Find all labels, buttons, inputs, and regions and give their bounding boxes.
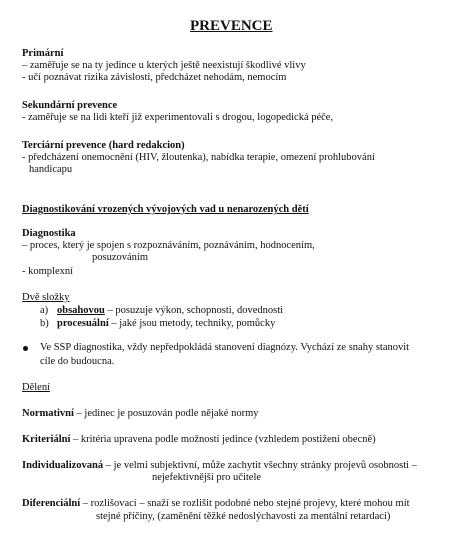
page-title: PREVENCE bbox=[190, 18, 273, 34]
section-heading-diagnostika: Diagnostika bbox=[22, 228, 76, 239]
deleni-item-normativni bbox=[22, 408, 259, 420]
terciarni-line-1: - předcházení onemocnění (HIV, žloutenka), nabídka terapie, omezení prohlubování bbox=[22, 152, 375, 163]
deleni-term: Normativní bbox=[22, 408, 74, 419]
primarni-line-1: – zaměřuje se na ty jedince u kterých ještě neexistují škodlivé vlivy bbox=[22, 60, 306, 71]
list-marker: a) bbox=[40, 305, 49, 316]
list-description: – posuzuje výkon, schopnosti, dovednosti bbox=[104, 305, 284, 316]
list-item bbox=[40, 318, 275, 330]
deleni-description: – kritéria upravena podle možností jedince (vzhledem postižení obecně) bbox=[70, 434, 376, 445]
list-description: – jaké jsou metody, techniky, pomůcky bbox=[108, 318, 276, 329]
section-heading-deleni: Dělení bbox=[22, 382, 50, 393]
diagnostika-line-2: posuzováním bbox=[92, 252, 148, 263]
list-term: procesuální bbox=[57, 318, 109, 329]
section-heading-terciarni: Terciární prevence (hard redakcion) bbox=[22, 140, 185, 151]
deleni-term: Kriteriální bbox=[22, 434, 71, 445]
deleni-description: – je velmi subjektivní, může zachytit všechny stránky projevů osobnosti – bbox=[103, 460, 417, 471]
deleni-term: Diferenciální bbox=[22, 498, 81, 509]
ssp-line-1: Ve SSP diagnostika, vždy nepředpokládá stanovení diagnózy. Vychází ze snahy stanovit bbox=[40, 342, 410, 353]
section-heading-sekundarni: Sekundární prevence bbox=[22, 100, 118, 111]
diagnostika-line-1: – proces, který je spojen s rozpoznáváním, poznáváním, hodnocením, bbox=[22, 240, 315, 251]
deleni-description: – rozlišovací – snaží se rozlišit podobné nebo stejné projevy, které mohou mít bbox=[80, 498, 410, 509]
diagnostika-line-3: - komplexní bbox=[22, 266, 74, 277]
sekundarni-line-1: - zaměřuje se na lidi kteří již experimentovali s drogou, logopedická péče, bbox=[22, 112, 334, 123]
list-term: obsahovou bbox=[57, 305, 105, 316]
list-item bbox=[40, 305, 283, 317]
terciarni-line-2: handicapu bbox=[29, 164, 73, 175]
list-marker: b) bbox=[40, 318, 49, 329]
section-heading-diagnostikovani: Diagnostikování vrozených vývojových vad u nenarozených dětí bbox=[22, 204, 309, 215]
deleni-individualizovana-line-2: nejefektivnější pro učitele bbox=[152, 472, 262, 483]
deleni-item-kriterialni bbox=[22, 434, 376, 446]
primarni-line-2: - učí poznávat rizika závislosti, předcházet nehodám, nemocím bbox=[22, 72, 287, 83]
section-heading-primarni: Primární bbox=[22, 48, 64, 59]
deleni-item-individualizovana bbox=[22, 460, 417, 472]
deleni-diferencialni-line-2: stejné příčiny, (zaměnění těžké nedoslýchavosti za mentální retardaci) bbox=[96, 511, 391, 522]
deleni-item-diferencialni bbox=[22, 498, 410, 510]
bullet-icon bbox=[23, 346, 28, 351]
deleni-description: – jedinec je posuzován podle nějaké normy bbox=[73, 408, 259, 419]
section-heading-dve-slozky: Dvě složky bbox=[22, 292, 70, 303]
deleni-term: Individualizovaná bbox=[22, 460, 104, 471]
ssp-line-2: cíle do budoucna. bbox=[40, 356, 115, 367]
